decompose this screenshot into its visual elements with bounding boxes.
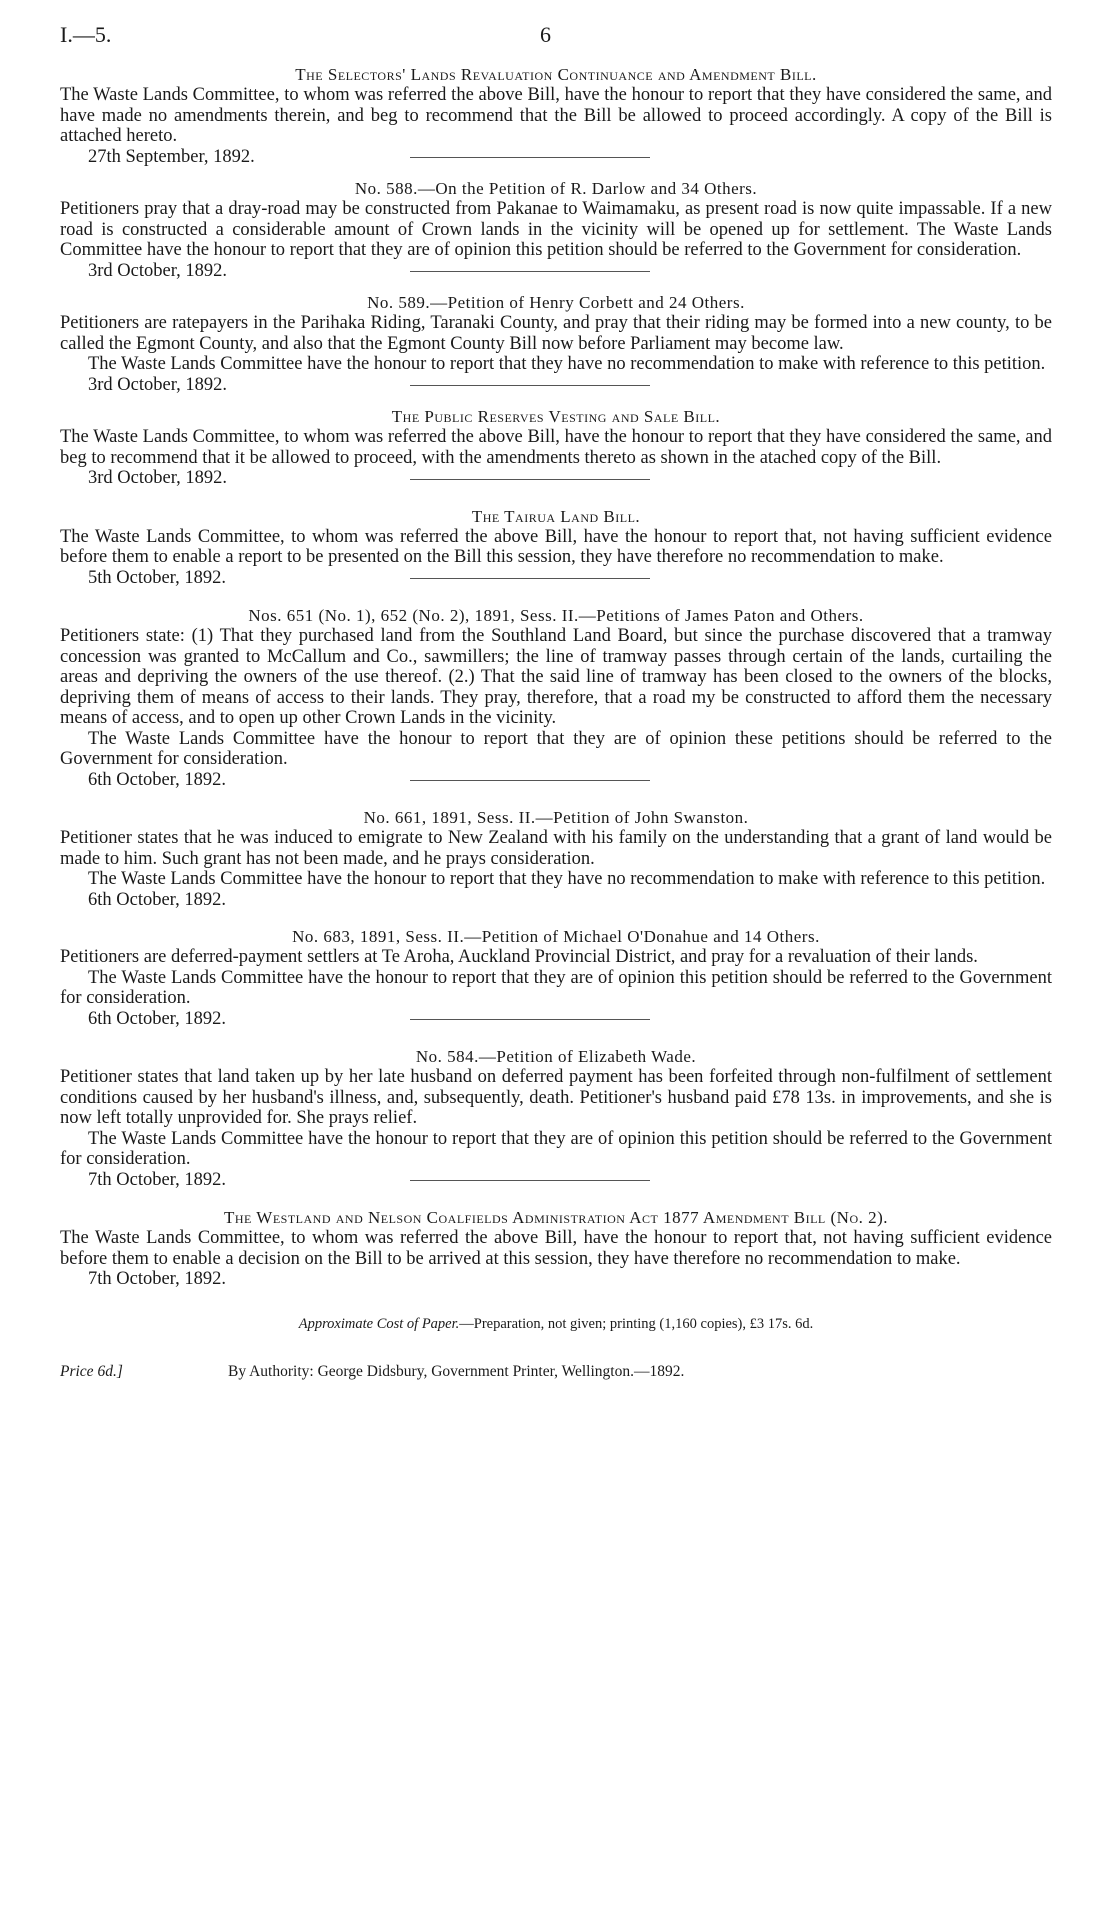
report-section <box>60 178 1052 281</box>
section-date: 5th October, 1892. <box>88 567 226 588</box>
section-title: The Tairua Land Bill. <box>471 506 641 526</box>
section-date: 27th September, 1892. <box>88 146 255 167</box>
section-title: No. 661, 1891, Sess. II.—Petition of John Swanston. <box>363 808 749 827</box>
section-paragraph: The Waste Lands Committee have the honour to report that they are of opinion this petition should be referred to the Government for consideration. <box>60 1128 1052 1169</box>
report-section <box>60 1207 1052 1290</box>
section-paragraph: The Waste Lands Committee, to whom was referred the above Bill, have the honour to report that, not having sufficient evidence before them to enable a report to be presented on the Bill this session, they have therefore no recommendation to make. <box>60 526 1052 567</box>
section-paragraph: Petitioners state: (1) That they purchased land from the Southland Land Board, but since the purchase discovered that a tramway concession was granted to McCallum and Co., sawmillers; the line of tramway passes through certain of the lands, curtailing the areas and depriving the owners of the use thereof. (2.) That the said line of tramway has been closed to the owners of the blocks, depriving them of means of access to their lands. They pray, therefore, that a road my be constructed to afford them the necessary means of access, and to open up other Crown Lands in the vicinity. <box>60 626 1052 728</box>
section-divider <box>410 385 650 386</box>
cost-label: Approximate Cost of Paper. <box>298 1315 460 1332</box>
report-section <box>60 506 1052 589</box>
section-paragraph: The Waste Lands Committee have the honour to report that they have no recommendation to make with reference to this petition. <box>88 354 1046 374</box>
report-section <box>60 64 1052 167</box>
section-paragraph: The Waste Lands Committee have the honour to report that they are of opinion these petitions should be referred to the Government for consideration. <box>60 728 1052 769</box>
page-header <box>60 22 1052 62</box>
section-title: No. 584.—Petition of Elizabeth Wade. <box>415 1047 697 1066</box>
section-title: The Selectors' Lands Revaluation Continuance and Amendment Bill. <box>295 65 817 84</box>
section-title: The Westland and Nelson Coalfields Administration Act 1877 Amendment Bill (No. 2). <box>223 1208 889 1227</box>
section-divider <box>410 1019 650 1020</box>
section-paragraph: Petitioner states that he was induced to emigrate to New Zealand with his family on the understanding that a grant of land would be made to him. Such grant has not been made, and he prays consideration. <box>60 828 1052 869</box>
section-paragraph: Petitioners are deferred-payment settlers at Te Aroha, Auckland Provincial District, and pray for a revaluation of their lands. <box>60 947 978 967</box>
section-paragraph: The Waste Lands Committee, to whom was referred the above Bill, have the honour to report that they have considered the same, and beg to recommend that it be allowed to proceed, with the amendments thereto as shown in the atached copy of the Bill. <box>60 427 1052 468</box>
cost-of-paper-note <box>60 1316 1052 1333</box>
section-divider <box>410 479 650 480</box>
section-title: No. 589.—Petition of Henry Corbett and 24 Others. <box>367 293 745 312</box>
section-divider <box>410 271 650 272</box>
document-page <box>60 22 1052 1389</box>
section-paragraph: Petitioner states that land taken up by her late husband on deferred payment has been forfeited through non-fulfilment of settlement conditions caused by her husband's illness, and, subsequently, death. Petitioner's husband paid £78 13s. in improvements, and she is now left totally unprovided for. She prays relief. <box>60 1067 1052 1128</box>
report-section <box>60 406 1052 489</box>
section-title: No. 683, 1891, Sess. II.—Petition of Michael O'Donahue and 14 Others. <box>292 927 820 946</box>
section-paragraph: Petitioners pray that a dray-road may be constructed from Pakanae to Waimamaku, as present road is now quite impassable. If a new road is constructed a considerable amount of Crown lands in the vicinity will be opened up for settlement. The Waste Lands Committee have the honour to report that they are of opinion this petition should be referred to the Government for consideration. <box>60 199 1052 260</box>
report-section <box>60 292 1052 395</box>
report-section <box>60 807 1052 910</box>
section-date: 6th October, 1892. <box>88 1008 226 1029</box>
cost-text: —Preparation, not given; printing (1,160 copies), £3 17s. 6d. <box>459 1315 814 1332</box>
imprint <box>60 1363 1052 1389</box>
printer-authority: By Authority: George Didsbury, Government Printer, Wellington.—1892. <box>228 1362 685 1380</box>
report-section <box>60 1046 1052 1190</box>
section-divider <box>410 780 650 781</box>
section-divider <box>410 578 650 579</box>
section-date: 3rd October, 1892. <box>88 374 228 395</box>
paper-reference: I.—5. <box>60 22 112 47</box>
section-date: 6th October, 1892. <box>88 889 226 910</box>
section-title: Nos. 651 (No. 1), 652 (No. 2), 1891, Sess. II.—Petitions of James Paton and Others. <box>248 606 864 625</box>
section-divider <box>410 157 650 158</box>
section-paragraph: The Waste Lands Committee, to whom was referred the above Bill, have the honour to report that they have considered the same, and have made no amendments therein, and beg to recommend that the Bill be allowed to proceed accordingly. A copy of the Bill is attached hereto. <box>60 85 1052 146</box>
section-date: 7th October, 1892. <box>88 1169 226 1190</box>
section-title: The Public Reserves Vesting and Sale Bill. <box>391 407 721 426</box>
section-paragraph: Petitioners are ratepayers in the Parihaka Riding, Taranaki County, and pray that their riding may be formed into a new county, to be called the Egmont County, and also that the Egmont County Bill now before Parliament may become law. <box>60 313 1052 354</box>
section-divider <box>410 1180 650 1181</box>
section-paragraph: The Waste Lands Committee have the honour to report that they have no recommendation to make with reference to this petition. <box>88 869 1046 889</box>
report-section <box>60 605 1052 790</box>
section-title: No. 588.—On the Petition of R. Darlow and 34 Others. <box>354 179 758 198</box>
section-date: 6th October, 1892. <box>88 769 226 790</box>
section-date: 3rd October, 1892. <box>88 260 228 281</box>
section-date: 7th October, 1892. <box>88 1269 226 1289</box>
report-section <box>60 926 1052 1029</box>
section-paragraph: The Waste Lands Committee have the honour to report that they are of opinion this petition should be referred to the Government for consideration. <box>60 967 1052 1008</box>
price-label: Price 6d.] <box>60 1362 123 1380</box>
section-date: 3rd October, 1892. <box>88 468 228 488</box>
page-number: 6 <box>540 22 551 47</box>
section-paragraph: The Waste Lands Committee, to whom was referred the above Bill, have the honour to report that, not having sufficient evidence before them to enable a decision on the Bill to be arrived at this session, they have therefore no recommendation to make. <box>60 1228 1052 1269</box>
